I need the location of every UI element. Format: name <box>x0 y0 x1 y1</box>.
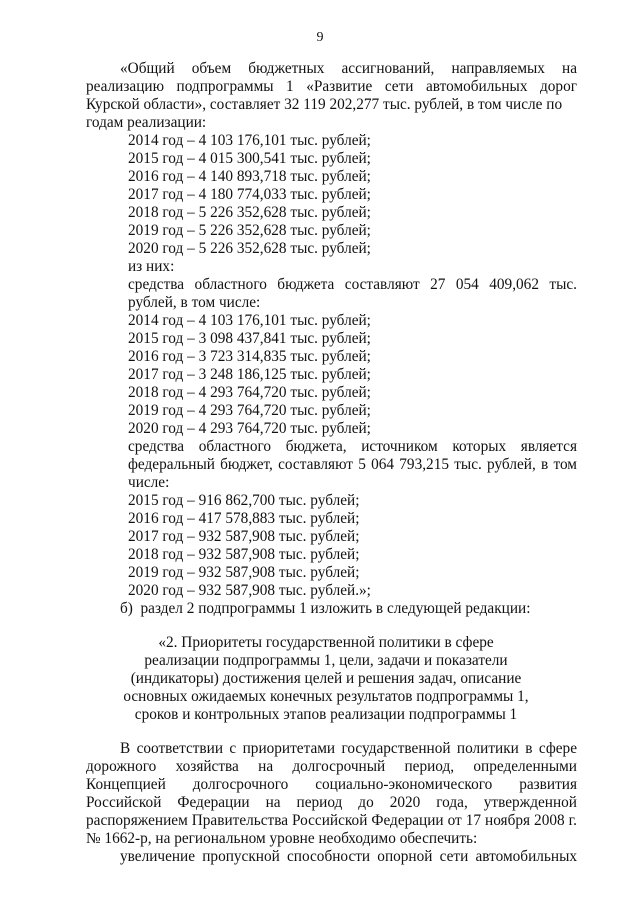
regional-year-line: 2019 год – 4 293 764,720 тыс. рублей; <box>128 402 371 419</box>
section-heading-line: (индикаторы) достижения целей и решения задач, описание <box>130 670 522 687</box>
regional-year-line: 2015 год – 3 098 437,841 тыс. рублей; <box>128 330 371 347</box>
regional-year-line: 2014 год – 4 103 176,101 тыс. рублей; <box>128 312 371 329</box>
regional-line2: рублей, в том числе: <box>128 294 261 311</box>
total-year-line: 2015 год – 4 015 300,541 тыс. рублей; <box>128 150 371 167</box>
federal-line3: числе: <box>128 474 170 491</box>
regional-year-line: 2020 год – 4 293 764,720 тыс. рублей; <box>128 420 371 437</box>
page-number: 9 <box>316 30 324 45</box>
para2-line6: № 1662-р, на региональном уровне необходимо обеспечить: <box>86 830 478 847</box>
regional-year-line: 2018 год – 4 293 764,720 тыс. рублей; <box>128 384 371 401</box>
para1-line1: «Общий объем бюджетных ассигнований, направляемых на <box>120 60 577 77</box>
item-b: б) раздел 2 подпрограммы 1 изложить в следующей редакции: <box>120 600 531 617</box>
federal-year-line: 2017 год – 932 587,908 тыс. рублей; <box>128 528 360 545</box>
para1-line4: годам реализации: <box>86 114 207 131</box>
regional-year-line: 2017 год – 3 248 186,125 тыс. рублей; <box>128 366 371 383</box>
para2-line4: Российской Федерации на период до 2020 года, утвержденной <box>86 794 577 811</box>
federal-line2: федеральный бюджет, составляют 5 064 793,215 тыс. рублей, в том <box>128 456 577 473</box>
of-them-label: из них: <box>128 258 175 275</box>
total-year-line: 2014 год – 4 103 176,101 тыс. рублей; <box>128 132 371 149</box>
para2-line1: В соответствии с приоритетами государственной политики в сфере <box>120 740 577 757</box>
total-year-line: 2016 год – 4 140 893,718 тыс. рублей; <box>128 168 371 185</box>
federal-line1: средства областного бюджета, источником которых является <box>128 438 577 455</box>
total-year-line: 2018 год – 5 226 352,628 тыс. рублей; <box>128 204 371 221</box>
section-heading-line: сроков и контрольных этапов реализации подпрограммы 1 <box>134 706 518 723</box>
regional-line1: средства областного бюджета составляют 27 054 409,062 тыс. <box>128 276 577 293</box>
para3-line1: увеличение пропускной способности опорной сети автомобильных <box>120 848 577 865</box>
para1-line3: Курской области», составляет 32 119 202,277 тыс. рублей, в том числе по <box>86 96 563 113</box>
para2-line3: Концепцией долгосрочного социально-экономического развития <box>86 776 577 793</box>
section-heading-line: «2. Приоритеты государственной политики в сфере <box>158 634 494 651</box>
total-year-line: 2020 год – 5 226 352,628 тыс. рублей; <box>128 240 371 257</box>
federal-year-line: 2018 год – 932 587,908 тыс. рублей; <box>128 546 360 563</box>
total-year-line: 2019 год – 5 226 352,628 тыс. рублей; <box>128 222 371 239</box>
para2-line2: дорожного хозяйства на долгосрочный период, определенными <box>86 758 577 775</box>
regional-year-line: 2016 год – 3 723 314,835 тыс. рублей; <box>128 348 371 365</box>
federal-year-line: 2020 год – 932 587,908 тыс. рублей.»; <box>128 582 371 599</box>
federal-year-line: 2015 год – 916 862,700 тыс. рублей; <box>128 492 360 509</box>
federal-year-line: 2019 год – 932 587,908 тыс. рублей; <box>128 564 360 581</box>
federal-year-line: 2016 год – 417 578,883 тыс. рублей; <box>128 510 360 527</box>
para2-line5: распоряжением Правительства Российской Федерации от 17 ноября 2008 г. <box>86 812 577 829</box>
total-year-line: 2017 год – 4 180 774,033 тыс. рублей; <box>128 186 371 203</box>
section-heading-line: реализации подпрограммы 1, цели, задачи и показатели <box>144 652 508 669</box>
para1-line2: реализацию подпрограммы 1 «Развитие сети автомобильных дорог <box>86 78 577 95</box>
section-heading-line: основных ожидаемых конечных результатов подпрограммы 1, <box>123 688 529 705</box>
